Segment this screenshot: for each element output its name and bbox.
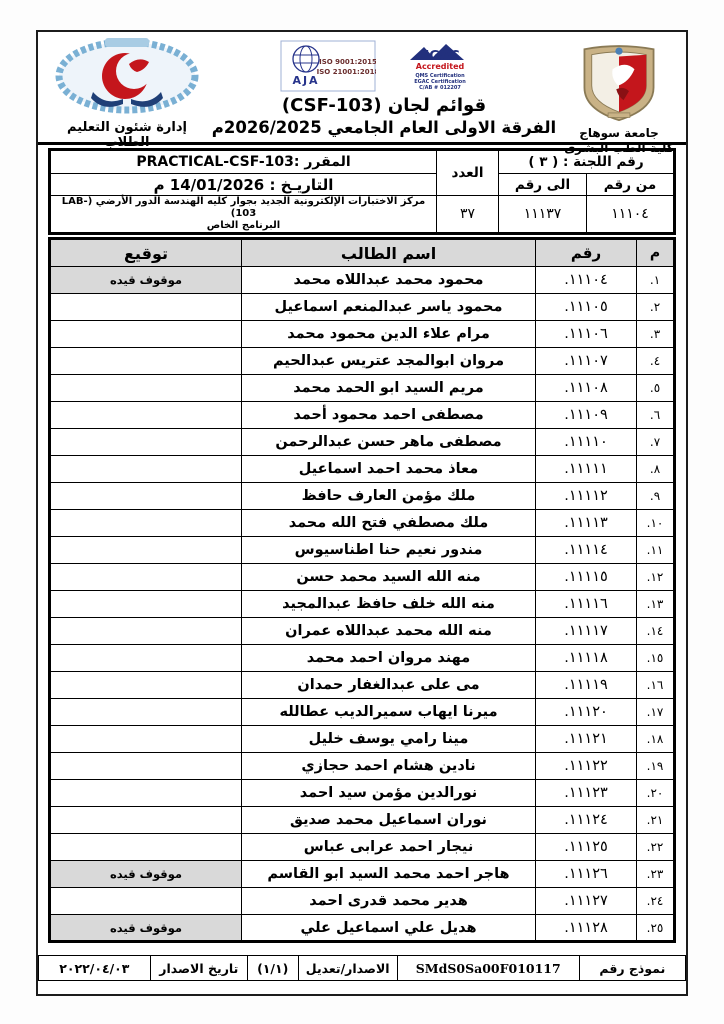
row-index: ١٢. xyxy=(637,564,675,591)
student-number: ١١١٠٨. xyxy=(536,375,637,402)
signature-cell xyxy=(50,402,242,429)
svg-text:EGAC Certification: EGAC Certification xyxy=(414,79,466,85)
egac-accreditation-badge xyxy=(392,40,488,92)
exam-location xyxy=(50,196,437,234)
to-number-label: الى رقم xyxy=(498,174,586,196)
aja-globe-icon xyxy=(280,40,376,92)
exam-date: التاريـخ : 14/01/2026 م xyxy=(50,174,437,196)
row-index: ٢٥. xyxy=(637,915,675,942)
issue-date-label: تاريخ الاصدار xyxy=(150,956,247,981)
document-page xyxy=(36,30,688,996)
student-number: ١١١٠٩. xyxy=(536,402,637,429)
student-row xyxy=(50,591,675,618)
svg-text:QMS Certification: QMS Certification xyxy=(415,73,465,79)
count-label: العدد xyxy=(436,150,498,196)
student-number: ١١١١٤. xyxy=(536,537,637,564)
signature-cell xyxy=(50,807,242,834)
student-name: منه الله خلف حافظ عبدالمجيد xyxy=(242,591,536,618)
students-table-header-row xyxy=(50,239,675,267)
student-number: ١١١١٩. xyxy=(536,672,637,699)
student-row xyxy=(50,267,675,294)
row-index: ٢١. xyxy=(637,807,675,834)
count-value: ٣٧ xyxy=(436,196,498,234)
signature-cell xyxy=(50,429,242,456)
signature-cell xyxy=(50,834,242,861)
row-index: ٢. xyxy=(637,294,675,321)
page-header xyxy=(38,32,686,155)
row-index: ١٠. xyxy=(637,510,675,537)
signature-cell xyxy=(50,375,242,402)
student-row xyxy=(50,888,675,915)
student-number: ١١١٢٤. xyxy=(536,807,637,834)
student-name: نوران اسماعيل محمد صديق xyxy=(242,807,536,834)
exam-location-line2: البرنامج الخاص xyxy=(206,220,281,231)
header-number: رقم xyxy=(536,239,637,267)
svg-text:AJA: AJA xyxy=(292,74,320,87)
committee-info-table xyxy=(48,148,676,235)
student-name: محمود محمد عبداللاه محمد xyxy=(242,267,536,294)
student-name: ملك مؤمن العارف حافظ xyxy=(242,483,536,510)
signature-cell xyxy=(50,726,242,753)
signature-cell xyxy=(50,456,242,483)
student-number: ١١١١٢. xyxy=(536,483,637,510)
signature-cell xyxy=(50,645,242,672)
student-name: مى على عبدالغفار حمدان xyxy=(242,672,536,699)
student-name: نيجار احمد عرابى عباس xyxy=(242,834,536,861)
student-name: مهند مروان احمد محمد xyxy=(242,645,536,672)
student-row xyxy=(50,294,675,321)
student-number: ١١١٢٣. xyxy=(536,780,637,807)
student-name: محمود ياسر عبدالمنعم اسماعيل xyxy=(242,294,536,321)
row-index: ١٣. xyxy=(637,591,675,618)
student-number: ١١١١٣. xyxy=(536,510,637,537)
to-number-value: ١١١٣٧ xyxy=(498,196,586,234)
svg-text:ISO 9001:2015: ISO 9001:2015 xyxy=(319,58,376,66)
student-name: منه الله محمد عبداللاه عمران xyxy=(242,618,536,645)
student-row xyxy=(50,861,675,888)
signature-cell xyxy=(50,753,242,780)
signature-cell xyxy=(50,618,242,645)
student-name: مريم السيد ابو الحمد محمد xyxy=(242,375,536,402)
faculty-name: كلية الطب البشرى xyxy=(564,141,674,155)
student-name: ملك مصطفي فتح الله محمد xyxy=(242,510,536,537)
student-number: ١١١٢٢. xyxy=(536,753,637,780)
page-subtitle: الفرقة الاولى العام الجامعي 2026/2025م xyxy=(211,118,557,137)
student-number: ١١١٠٥. xyxy=(536,294,637,321)
student-number: ١١١١٦. xyxy=(536,591,637,618)
student-name: هديل علي اسماعيل علي xyxy=(242,915,536,942)
row-index: ٨. xyxy=(637,456,675,483)
student-row xyxy=(50,456,675,483)
student-name: هدير محمد قدرى احمد xyxy=(242,888,536,915)
student-name: نادين هشام احمد حجازي xyxy=(242,753,536,780)
row-index: ٢٠. xyxy=(637,780,675,807)
row-index: ٥. xyxy=(637,375,675,402)
student-number: ١١١٠٦. xyxy=(536,321,637,348)
row-index: ٣. xyxy=(637,321,675,348)
student-row xyxy=(50,753,675,780)
student-name: مندور نعيم حنا اطناسيوس xyxy=(242,537,536,564)
university-logo-block xyxy=(560,38,678,156)
row-index: ١٤. xyxy=(637,618,675,645)
signature-cell: موقوف قيده xyxy=(50,861,242,888)
svg-text:ISO 21001:2018: ISO 21001:2018 xyxy=(316,68,376,76)
student-row xyxy=(50,618,675,645)
student-number: ١١١١٨. xyxy=(536,645,637,672)
student-number: ١١١٠٧. xyxy=(536,348,637,375)
header-center xyxy=(208,38,560,137)
row-index: ١٧. xyxy=(637,699,675,726)
from-number-label: من رقم xyxy=(587,174,675,196)
form-number-value: SMdS0Sa00F010117 xyxy=(397,956,579,981)
student-row xyxy=(50,321,675,348)
issue-value: (١/١) xyxy=(247,956,298,981)
signature-cell xyxy=(50,699,242,726)
student-row xyxy=(50,645,675,672)
signature-cell xyxy=(50,348,242,375)
signature-cell xyxy=(50,321,242,348)
student-row xyxy=(50,834,675,861)
student-name: معاذ محمد احمد اسماعيل xyxy=(242,456,536,483)
student-row xyxy=(50,915,675,942)
student-number: ١١١١٥. xyxy=(536,564,637,591)
student-row xyxy=(50,375,675,402)
signature-cell xyxy=(50,537,242,564)
student-row xyxy=(50,429,675,456)
page-title: قوائم لجان (CSF-103) xyxy=(281,95,487,116)
row-index: ٧. xyxy=(637,429,675,456)
signature-cell xyxy=(50,510,242,537)
university-name: جامعة سوهاج xyxy=(579,126,659,140)
header-signature: توقيع xyxy=(50,239,242,267)
signature-cell: موقوف قيده xyxy=(50,915,242,942)
row-index: ٢٣. xyxy=(637,861,675,888)
svg-text:C/AB # 012207: C/AB # 012207 xyxy=(419,85,461,91)
row-index: ١٩. xyxy=(637,753,675,780)
sohag-university-logo-icon xyxy=(578,42,660,122)
student-number: ١١١١٠. xyxy=(536,429,637,456)
student-name: مرام علاء الدين محمود محمد xyxy=(242,321,536,348)
signature-cell xyxy=(50,591,242,618)
student-row xyxy=(50,483,675,510)
admin-caption: إدارة شئون التعليم الطلاب xyxy=(67,120,187,150)
student-number: ١١١٢١. xyxy=(536,726,637,753)
signature-cell xyxy=(50,780,242,807)
faculty-crest-icon xyxy=(53,38,201,114)
student-name: مينا رامي يوسف خليل xyxy=(242,726,536,753)
student-number: ١١١٢٦. xyxy=(536,861,637,888)
student-row xyxy=(50,537,675,564)
student-row xyxy=(50,699,675,726)
student-name: مروان ابوالمجد عتريس عبدالحيم xyxy=(242,348,536,375)
student-name: مصطفى ماهر حسن عبدالرحمن xyxy=(242,429,536,456)
svg-text:EGAC: EGAC xyxy=(420,49,460,64)
row-index: ٩. xyxy=(637,483,675,510)
student-name: مصطفى احمد محمود أحمد xyxy=(242,402,536,429)
svg-text:Accredited: Accredited xyxy=(415,62,465,71)
exam-location-line1: مركز الاختبارات الإلكترونية الجديد بجوار كليه الهندسة الدور الأرضي (LAB-103) xyxy=(61,196,426,219)
course-name: المقرر :PRACTICAL-CSF-103 xyxy=(50,150,437,174)
student-row xyxy=(50,564,675,591)
form-number-label: نموذج رقم xyxy=(579,956,685,981)
student-number: ١١١٢٨. xyxy=(536,915,637,942)
student-number: ١١١٢٧. xyxy=(536,888,637,915)
student-name: هاجر احمد محمد السيد ابو القاسم xyxy=(242,861,536,888)
certification-badges xyxy=(208,40,560,92)
row-index: ١٨. xyxy=(637,726,675,753)
row-index: ١. xyxy=(637,267,675,294)
row-index: ٤. xyxy=(637,348,675,375)
student-row xyxy=(50,807,675,834)
from-number-value: ١١١٠٤ xyxy=(587,196,675,234)
student-number: ١١١١٧. xyxy=(536,618,637,645)
aja-iso-badge xyxy=(280,40,376,92)
signature-cell xyxy=(50,564,242,591)
row-index: ٢٤. xyxy=(637,888,675,915)
row-index: ١٥. xyxy=(637,645,675,672)
student-name: نورالدين مؤمن سيد احمد xyxy=(242,780,536,807)
student-row xyxy=(50,348,675,375)
student-name: ميرنا ايهاب سميرالديب عطالله xyxy=(242,699,536,726)
issue-date-value: ٢٠٢٢/٠٤/٠٣ xyxy=(39,956,151,981)
student-name: منه الله السيد محمد حسن xyxy=(242,564,536,591)
student-row xyxy=(50,726,675,753)
header-index: م xyxy=(637,239,675,267)
student-row xyxy=(50,510,675,537)
student-row xyxy=(50,780,675,807)
row-index: ٢٢. xyxy=(637,834,675,861)
row-index: ١٦. xyxy=(637,672,675,699)
committee-number-label: رقم اللجنة : ( ٣ ) xyxy=(498,150,674,174)
student-number: ١١١١١. xyxy=(536,456,637,483)
egac-logo-icon xyxy=(392,40,488,92)
student-number: ١١١٠٤. xyxy=(536,267,637,294)
student-number: ١١١٢٠. xyxy=(536,699,637,726)
document-footer xyxy=(38,955,686,981)
student-row xyxy=(50,672,675,699)
issue-label: الاصدار/تعديل xyxy=(298,956,397,981)
signature-cell xyxy=(50,888,242,915)
student-row xyxy=(50,402,675,429)
header-student-name: اسم الطالب xyxy=(242,239,536,267)
signature-cell xyxy=(50,483,242,510)
signature-cell xyxy=(50,672,242,699)
student-number: ١١١٢٥. xyxy=(536,834,637,861)
faculty-logo-block xyxy=(46,38,208,150)
signature-cell: موقوف قيده xyxy=(50,267,242,294)
students-table xyxy=(48,237,676,943)
row-index: ٦. xyxy=(637,402,675,429)
row-index: ١١. xyxy=(637,537,675,564)
signature-cell xyxy=(50,294,242,321)
